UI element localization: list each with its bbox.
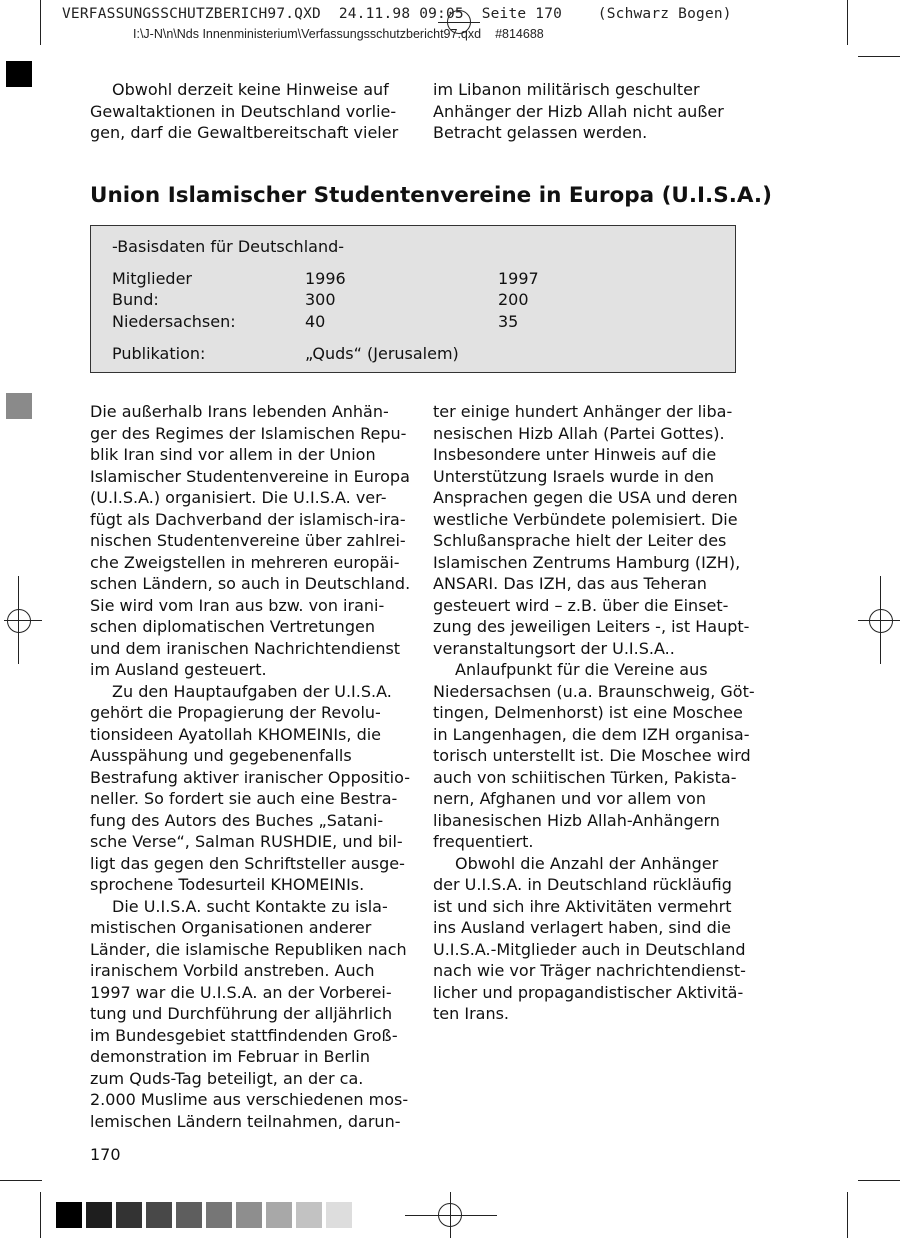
intro-right-column: [433, 79, 743, 144]
info-col-year-1: 1996: [305, 269, 346, 288]
text-line: im Ausland gesteuert.: [90, 660, 267, 679]
text-line: auch von schiitischen Türken, Pakista-: [433, 767, 737, 787]
print-file-line: VERFASSUNGSSCHUTZBERICH97.QXD 24.11.98 09:05 Seite 170 (Schwarz Bogen): [62, 6, 732, 22]
text-line: ten Irans.: [433, 1004, 510, 1023]
color-swatch: [296, 1202, 322, 1228]
text-line: ANSARI. Das IZH, das aus Teheran: [433, 574, 707, 593]
text-line: iranischem Vorbild anstreben. Auch: [90, 961, 375, 980]
text-line: Die außerhalb Irans lebenden Anhän-: [90, 402, 389, 421]
text-line: Zu den Hauptaufgaben der U.I.S.A.: [112, 681, 392, 701]
text-line: mistischen Organisationen anderer: [90, 918, 372, 937]
crop-mark: [858, 1180, 900, 1181]
text-line: der U.I.S.A. in Deutschland rückläufig: [433, 875, 732, 894]
text-line: westliche Verbündete polemisiert. Die: [433, 509, 738, 529]
color-swatch: [266, 1202, 292, 1228]
text-line: gehört die Propagierung der Revolu-: [90, 703, 381, 722]
registration-mark-right: [858, 606, 900, 634]
text-line: gen, darf die Gewaltbereitschaft vieler: [90, 123, 399, 142]
text-line: Obwohl derzeit keine Hinweise auf: [112, 80, 389, 99]
registration-mark-top: [438, 8, 480, 36]
info-box-heading: -Basisdaten für Deutschland-: [112, 237, 345, 256]
text-line: sche Verse“, Salman RUSHDIE, und bil-: [90, 832, 403, 851]
color-swatch: [86, 1202, 112, 1228]
text-line: torisch unterstellt ist. Die Moschee wird: [433, 746, 751, 765]
color-bar: [56, 0, 356, 1238]
color-swatch: [326, 1202, 352, 1228]
text-line: nern, Afghanen und vor allem von: [433, 789, 706, 808]
text-line: ins Ausland verlagert haben, sind die: [433, 918, 732, 937]
text-line: Unterstützung Israels wurde in den: [433, 466, 715, 486]
info-row-value: 35: [498, 312, 519, 331]
text-line: Schlußansprache hielt der Leiter des: [433, 531, 727, 550]
text-line: schen Ländern, so auch in Deutschland.: [90, 574, 411, 593]
text-line: Insbesondere unter Hinweis auf die: [433, 445, 717, 464]
text-line: frequentiert.: [433, 832, 534, 851]
text-line: lemischen Ländern teilnahmen, darun-: [90, 1111, 401, 1131]
text-line: demonstration im Februar in Berlin: [90, 1047, 370, 1066]
text-line: Ausspähung und gegebenenfalls: [90, 746, 352, 765]
text-line: Länder, die islamische Republiken nach: [90, 939, 407, 959]
info-row-value: 40: [305, 312, 326, 331]
text-line: tingen, Delmenhorst) ist eine Moschee: [433, 703, 743, 722]
info-col-label: Mitglieder: [112, 269, 192, 288]
text-line: Ansprachen gegen die USA und deren: [433, 488, 738, 507]
text-line: che Zweigstellen in mehreren europäi-: [90, 552, 400, 572]
text-line: U.I.S.A.-Mitglieder auch in Deutschland: [433, 939, 746, 959]
text-line: ist und sich ihre Aktivitäten vermehrt: [433, 896, 732, 916]
text-line: Niedersachsen (u.a. Braunschweig, Göt-: [433, 681, 755, 701]
text-line: sprochene Todesurteil KHOMEINIs.: [90, 875, 365, 894]
text-line: im Bundesgebiet stattfindenden Groß-: [90, 1025, 398, 1045]
text-line: schen diplomatischen Vertretungen: [90, 617, 375, 636]
text-line: Die U.I.S.A. sucht Kontakte zu isla-: [112, 896, 388, 916]
print-code: #814688: [495, 27, 544, 41]
crop-mark: [40, 0, 41, 45]
text-line: gesteuert wird – z.B. über die Einset-: [433, 595, 729, 615]
text-line: Gewaltaktionen in Deutschland vorlie-: [90, 101, 397, 121]
crop-mark: [847, 1192, 848, 1238]
text-line: fung des Autors des Buches „Satani-: [90, 810, 384, 830]
text-line: Bestrafung aktiver iranischer Oppositio-: [90, 767, 410, 787]
text-line: ger des Regimes der Islamischen Repu-: [90, 423, 407, 443]
text-line: zum Quds-Tag beteiligt, an der ca.: [90, 1068, 364, 1088]
text-line: blik Iran sind vor allem in der Union: [90, 445, 376, 464]
crop-mark: [40, 1192, 41, 1238]
page-number: 170: [90, 1145, 121, 1164]
crop-mark: [847, 0, 848, 45]
text-line: Islamischer Studentenvereine in Europa: [90, 466, 410, 486]
text-line: Obwohl die Anzahl der Anhänger: [455, 853, 719, 873]
color-swatch: [116, 1202, 142, 1228]
text-line: und dem iranischen Nachrichtendienst: [90, 638, 401, 658]
text-line: nach wie vor Träger nachrichtendienst-: [433, 961, 746, 980]
info-row-value: 200: [498, 290, 529, 309]
text-line: 1997 war die U.I.S.A. an der Vorberei-: [90, 982, 392, 1002]
color-swatch: [206, 1202, 232, 1228]
info-row-value: 300: [305, 290, 336, 309]
text-line: neller. So fordert sie auch eine Bestra-: [90, 789, 398, 808]
crop-mark: [0, 1180, 42, 1181]
text-line: libanesischen Hizb Allah-Anhängern: [433, 810, 720, 830]
registration-mark-left: [4, 606, 42, 634]
crop-mark: [858, 56, 900, 57]
black-edge-marker: [6, 61, 32, 87]
text-line: nesischen Hizb Allah (Partei Gottes).: [433, 423, 725, 443]
text-line: in Langenhagen, die dem IZH organisa-: [433, 724, 750, 744]
text-line: tung und Durchführung der alljährlich: [90, 1004, 393, 1023]
text-line: veranstaltungsort der U.I.S.A..: [433, 638, 675, 658]
gray-edge-marker: [6, 393, 32, 419]
info-col-year-2: 1997: [498, 269, 539, 288]
text-line: fügt als Dachverband der islamisch-ira-: [90, 509, 406, 529]
publication-value: „Quds“ (Jerusalem): [305, 344, 459, 363]
info-row-label: Bund:: [112, 290, 159, 309]
text-line: Sie wird vom Iran aus bzw. von irani-: [90, 595, 385, 615]
color-swatch: [236, 1202, 262, 1228]
text-line: zung des jeweiligen Leiters -, ist Haupt-: [433, 617, 750, 636]
publication-label: Publikation:: [112, 344, 206, 363]
text-line: ligt das gegen den Schriftsteller ausge-: [90, 853, 405, 873]
color-swatch: [146, 1202, 172, 1228]
text-line: ter einige hundert Anhänger der liba-: [433, 402, 733, 421]
text-line: Anhänger der Hizb Allah nicht außer: [433, 101, 724, 121]
text-line: 2.000 Muslime aus verschiedenen mos-: [90, 1090, 409, 1109]
color-swatch: [176, 1202, 202, 1228]
color-swatch: [56, 1202, 82, 1228]
body-right-column: [433, 401, 753, 1025]
text-line: nischen Studentenvereine über zahlrei-: [90, 531, 406, 550]
section-title: Union Islamischer Studentenvereine in Europa (U.I.S.A.): [90, 183, 772, 208]
text-line: Betracht gelassen werden.: [433, 123, 648, 142]
text-line: licher und propagandistischer Aktivitä-: [433, 982, 744, 1002]
registration-mark-bottom: [405, 1192, 497, 1238]
text-line: (U.I.S.A.) organisiert. Die U.I.S.A. ver-: [90, 488, 387, 507]
text-line: Islamischen Zentrums Hamburg (IZH),: [433, 552, 741, 572]
text-line: tionsideen Ayatollah KHOMEINIs, die: [90, 724, 382, 744]
print-path: I:\J-N\n\Nds Innenministerium\Verfassungsschutzbericht97.qxd: [133, 27, 482, 41]
info-row-label: Niedersachsen:: [112, 312, 236, 331]
text-line: Anlaufpunkt für die Vereine aus: [455, 660, 708, 679]
text-line: im Libanon militärisch geschulter: [433, 80, 700, 99]
